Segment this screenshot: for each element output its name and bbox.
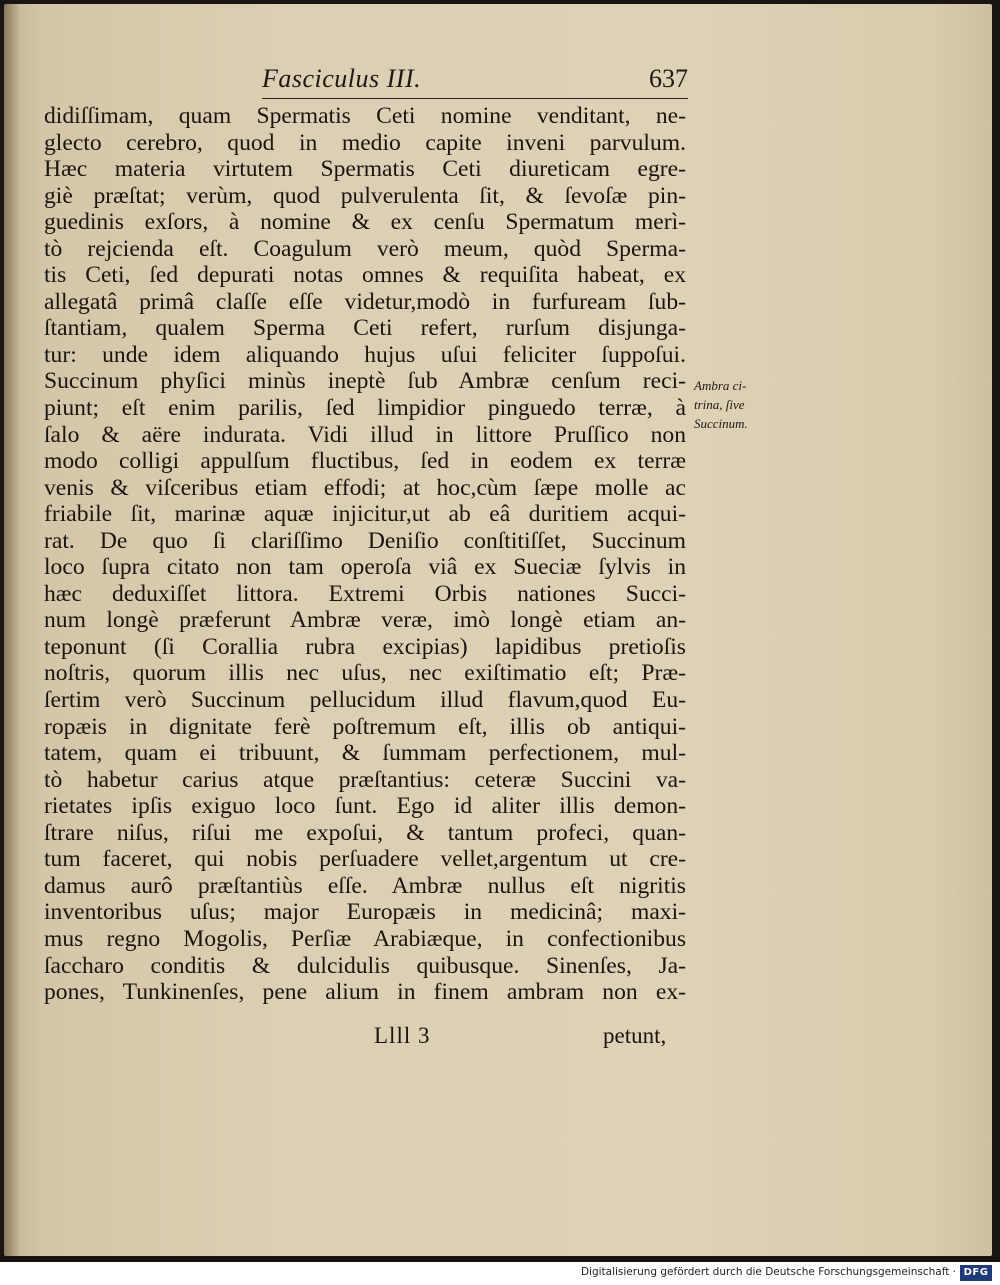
text-line: rietates ipſis exiguo loco ſunt. Ego id aliter illis demon- — [44, 793, 686, 820]
signature-mark: Llll 3 — [374, 1023, 431, 1048]
text-line: tis Ceti, ſed depurati notas omnes & requiſita habeat, ex — [44, 262, 686, 289]
body-text — [44, 103, 686, 1006]
text-line: ſertim verò Succinum pellucidum illud flavum,quod Eu- — [44, 687, 686, 714]
running-head — [262, 64, 688, 99]
text-line: damus aurô præſtantiùs eſſe. Ambræ nullus eſt nigritis — [44, 872, 686, 899]
page-number: 637 — [649, 64, 688, 93]
text-line: num longè præferunt Ambræ veræ, imò longè etiam an- — [44, 607, 686, 634]
text-line: tò rejcienda eſt. Coagulum verò meum, quòd Sperma- — [44, 235, 686, 262]
attribution-text: Digitalisierung gefördert durch die Deutsche Forschungsgemeinschaft · — [580, 1266, 956, 1278]
margin-note-line: trina, ſive — [694, 397, 745, 412]
text-line: ſalo & aëre indurata. Vidi illud in littore Pruſſico non — [44, 421, 686, 448]
text-line: Hæc materia virtutem Spermatis Ceti diureticam egre- — [44, 156, 686, 183]
text-line: teponunt (ſi Corallia rubra excipias) lapidibus pretioſis — [44, 633, 686, 660]
text-line: loco ſupra citato non tam operoſa viâ ex Sueciæ ſylvis in — [44, 554, 686, 581]
text-line: mus regno Mogolis, Perſiæ Arabiæque, in confectionibus — [44, 925, 686, 952]
text-line: glecto cerebro, quod in medio capite inveni parvulum. — [44, 129, 686, 156]
catchword: petunt, — [603, 1023, 667, 1048]
text-line: Succinum phyſici minùs ineptè ſub Ambræ cenſum reci- — [44, 368, 686, 395]
text-line: noſtris, quorum illis nec uſus, nec exiſtimatio eſt; Præ- — [44, 660, 686, 687]
attribution-bar — [0, 1262, 1000, 1285]
text-line: tur: unde idem aliquando hujus uſui feliciter ſuppoſui. — [44, 341, 686, 368]
text-line: hæc deduxiſſet littora. Extremi Orbis nationes Succi- — [44, 580, 686, 607]
text-line: modo colligi appulſum fluctibus, ſed in eodem ex terræ — [44, 448, 686, 475]
text-line: giè præſtat; verùm, quod pulverulenta ſit, & ſevoſæ pin- — [44, 182, 686, 209]
text-line: ropæis in dignitate ferè poſtremum eſt, illis ob antiqui- — [44, 713, 686, 740]
text-line: pones, Tunkinenſes, pene alium in finem ambram non ex- — [44, 979, 686, 1006]
text-line: venis & viſceribus etiam effodi; at hoc,cùm ſæpe molle ac — [44, 474, 686, 501]
text-line: allegatâ primâ claſſe eſſe videtur,modò in furfuream ſub- — [44, 288, 686, 315]
text-line: ſtrare niſus, riſui me expoſui, & tantum profeci, quan- — [44, 819, 686, 846]
margin-note — [694, 376, 804, 433]
margin-note-line: Ambra ci- — [694, 378, 747, 393]
text-line: ſaccharo conditis & dulcidulis quibusque. Sinenſes, Ja- — [44, 952, 686, 979]
text-line: rat. De quo ſi clariſſimo Deniſio conſtitiſſet, Succinum — [44, 527, 686, 554]
text-line: inventoribus uſus; major Europæis in medicinâ; maxi- — [44, 899, 686, 926]
text-line: tò habetur carius atque præſtantius: ceteræ Succini va- — [44, 766, 686, 793]
text-line: didiſſimam, quam Spermatis Ceti nomine venditant, ne- — [44, 103, 686, 129]
text-line: friabile ſit, marinæ aquæ injicitur,ut ab eâ duritiem acqui- — [44, 501, 686, 528]
text-line: piunt; eſt enim parilis, ſed limpidior pinguedo terræ, à — [44, 395, 686, 422]
book-page — [4, 4, 992, 1256]
text-line: tum faceret, qui nobis perſuadere vellet,argentum ut cre- — [44, 846, 686, 873]
text-line: guedinis exſors, à nomine & ex cenſu Spermatum merì- — [44, 209, 686, 236]
margin-note-line: Succinum. — [694, 416, 748, 431]
text-line: ſtantiam, qualem Sperma Ceti refert, rurſum disjunga- — [44, 315, 686, 342]
running-title: Fasciculus III. — [262, 64, 422, 93]
text-line: tatem, quam ei tribuunt, & ſummam perfectionem, mul- — [44, 740, 686, 767]
dfg-logo: DFG — [960, 1265, 992, 1281]
